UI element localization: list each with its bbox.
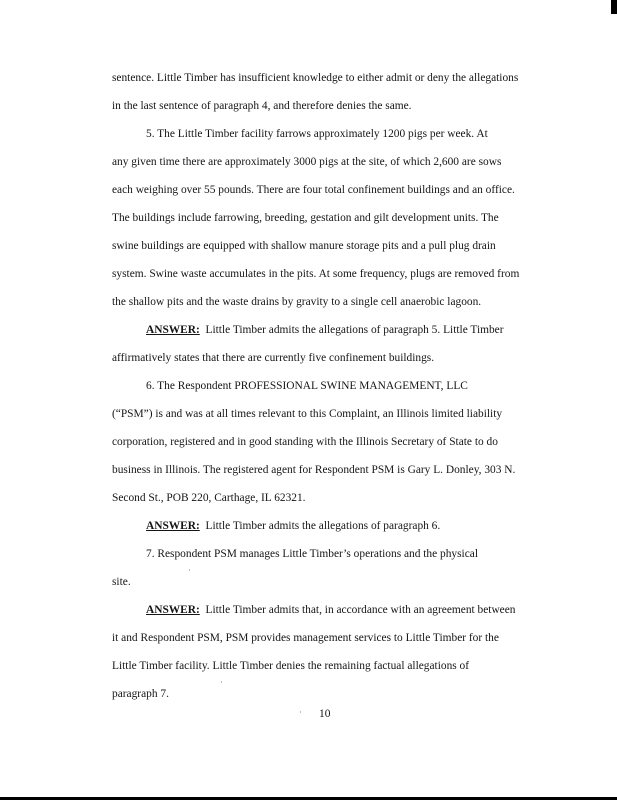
paragraph-5-start: 5. The Little Timber facility farrows approximately 1200 pigs per week. At	[146, 128, 488, 140]
answer-label: ANSWER:	[146, 604, 200, 616]
body-line: any given time there are approximately 3000 pigs at the site, of which 2,600 are sows	[112, 156, 502, 168]
page-number: 10	[319, 708, 331, 720]
answer-label: ANSWER:	[146, 520, 200, 532]
scan-speck: ·	[188, 566, 191, 575]
body-line: Second St., POB 220, Carthage, IL 62321.	[112, 492, 306, 504]
answer-text: Little Timber admits the allegations of paragraph 6.	[205, 520, 441, 532]
body-line: paragraph 7.	[112, 688, 169, 700]
body-line: site.	[112, 576, 131, 588]
answer-text: Little Timber admits the allegations of paragraph 5. Little Timber	[205, 324, 504, 336]
body-line: Little Timber facility. Little Timber denies the remaining factual allegations of	[112, 660, 470, 672]
scan-speck: ·	[299, 708, 302, 717]
body-line: system. Swine waste accumulates in the pits. At some frequency, plugs are removed from	[112, 268, 520, 280]
body-line: swine buildings are equipped with shallow manure storage pits and a pull plug drain	[112, 240, 496, 252]
body-line: The buildings include farrowing, breeding, gestation and gilt development units. The	[112, 212, 499, 224]
answer-6-line	[146, 519, 440, 533]
answer-text: Little Timber admits that, in accordance with an agreement between	[205, 604, 516, 616]
body-line: (“PSM”) is and was at all times relevant to this Complaint, an Illinois limited liability	[112, 408, 503, 420]
answer-7-line	[146, 603, 515, 617]
body-line: corporation, registered and in good standing with the Illinois Secretary of State to do	[112, 436, 498, 448]
body-line: sentence. Little Timber has insufficient knowledge to either admit or deny the allegations	[112, 72, 519, 84]
scan-corner-mark	[611, 0, 617, 14]
body-line: in the last sentence of paragraph 4, and therefore denies the same.	[112, 100, 412, 112]
answer-label: ANSWER:	[146, 324, 200, 336]
body-line: each weighing over 55 pounds. There are four total confinement buildings and an office.	[112, 184, 515, 196]
paragraph-7-start: 7. Respondent PSM manages Little Timber’s operations and the physical	[146, 548, 478, 560]
body-line: the shallow pits and the waste drains by gravity to a single cell anaerobic lagoon.	[112, 296, 482, 308]
answer-5-line	[146, 323, 504, 337]
paragraph-6-start: 6. The Respondent PROFESSIONAL SWINE MANAGEMENT, LLC	[146, 380, 468, 392]
body-line: business in Illinois. The registered agent for Respondent PSM is Gary L. Donley, 303 N.	[112, 464, 516, 476]
body-line: it and Respondent PSM, PSM provides management services to Little Timber for the	[112, 632, 499, 644]
body-line: affirmatively states that there are currently five confinement buildings.	[112, 352, 435, 364]
scan-speck: ·	[220, 678, 223, 687]
